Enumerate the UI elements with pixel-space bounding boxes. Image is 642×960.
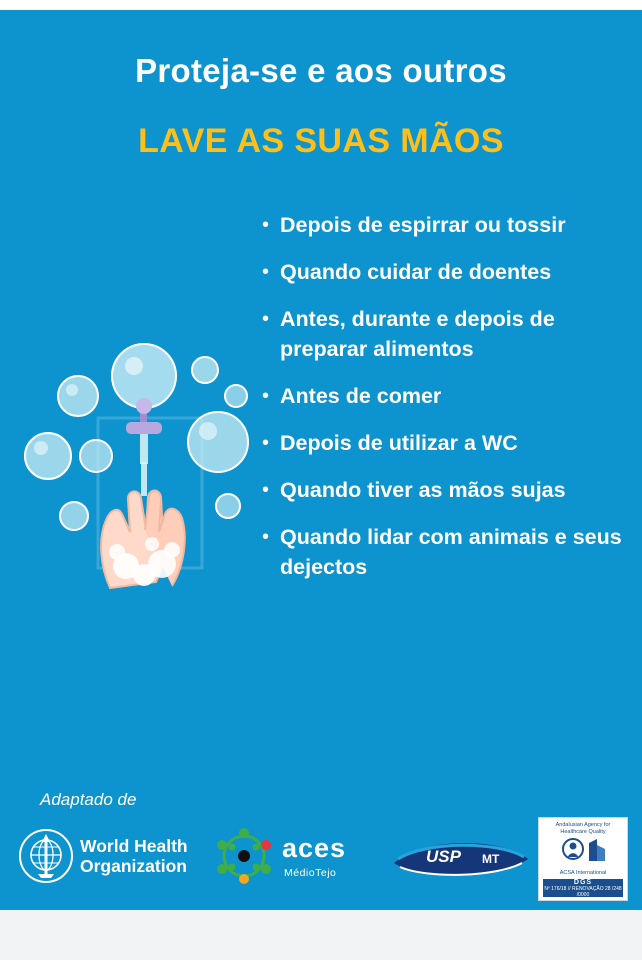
list-item xyxy=(262,522,630,582)
handwashing-bubbles-illustration xyxy=(22,330,260,620)
bullet-icon: • xyxy=(262,308,270,330)
list-item xyxy=(262,381,630,411)
aces-subtitle: MédioTejo xyxy=(284,867,337,879)
who-line-2: Organization xyxy=(80,856,187,876)
usp-swoosh-icon xyxy=(392,829,532,887)
page-bottom-strip xyxy=(0,910,642,960)
bullet-icon: • xyxy=(262,479,270,501)
list-item xyxy=(262,210,630,240)
bullet-icon: • xyxy=(262,214,270,236)
list-item xyxy=(262,428,630,458)
aces-emblem-icon xyxy=(210,827,278,885)
poster-body xyxy=(0,10,642,910)
acsa-band-text: Nº 176/18 // RENOVAÇÃO 28 /248 /0000 xyxy=(544,886,622,898)
who-emblem-icon xyxy=(18,828,74,884)
usp-wordmark: USP xyxy=(426,847,461,866)
acsa-dgs-band xyxy=(543,879,623,897)
list-item-label: Quando lidar com animais e seus dejectos xyxy=(280,525,622,579)
list-item xyxy=(262,475,630,505)
bullet-icon: • xyxy=(262,432,270,454)
bullet-icon: • xyxy=(262,385,270,407)
bullet-icon: • xyxy=(262,261,270,283)
usp-mt-logo xyxy=(392,829,532,887)
who-line-1: World Health xyxy=(80,836,188,856)
bullet-icon: • xyxy=(262,526,270,548)
list-item-label: Depois de espirrar ou tossir xyxy=(280,213,566,237)
dgs-wordmark: DGS xyxy=(573,879,593,886)
list-item-label: Antes de comer xyxy=(280,384,442,408)
acsa-dgs-certification-logo xyxy=(538,817,628,901)
usp-mt-suffix: MT xyxy=(482,852,500,866)
list-item-label: Quando cuidar de doentes xyxy=(280,260,552,284)
aces-medio-tejo-logo xyxy=(210,827,385,887)
list-item-label: Quando tiver as mãos sujas xyxy=(280,478,566,502)
acsa-emblem-icon xyxy=(543,835,623,869)
advice-list xyxy=(262,210,630,599)
page-subtitle: LAVE AS SUAS MÃOS xyxy=(138,122,504,160)
list-item-label: Antes, durante e depois de preparar alimentos xyxy=(280,307,555,361)
adapted-from-label: Adaptado de xyxy=(40,790,137,809)
aces-wordmark: aces xyxy=(282,833,347,863)
list-item xyxy=(262,304,630,364)
who-logo-text xyxy=(80,836,188,876)
acsa-label-text: ACSA International xyxy=(559,870,607,876)
page-title: Proteja-se e aos outros xyxy=(135,52,507,89)
logo-row xyxy=(0,815,642,900)
acsa-header-text: Andalusian Agency for Healthcare Quality xyxy=(555,822,611,835)
list-item-label: Depois de utilizar a WC xyxy=(280,431,518,455)
list-item xyxy=(262,257,630,287)
who-logo xyxy=(18,825,203,887)
